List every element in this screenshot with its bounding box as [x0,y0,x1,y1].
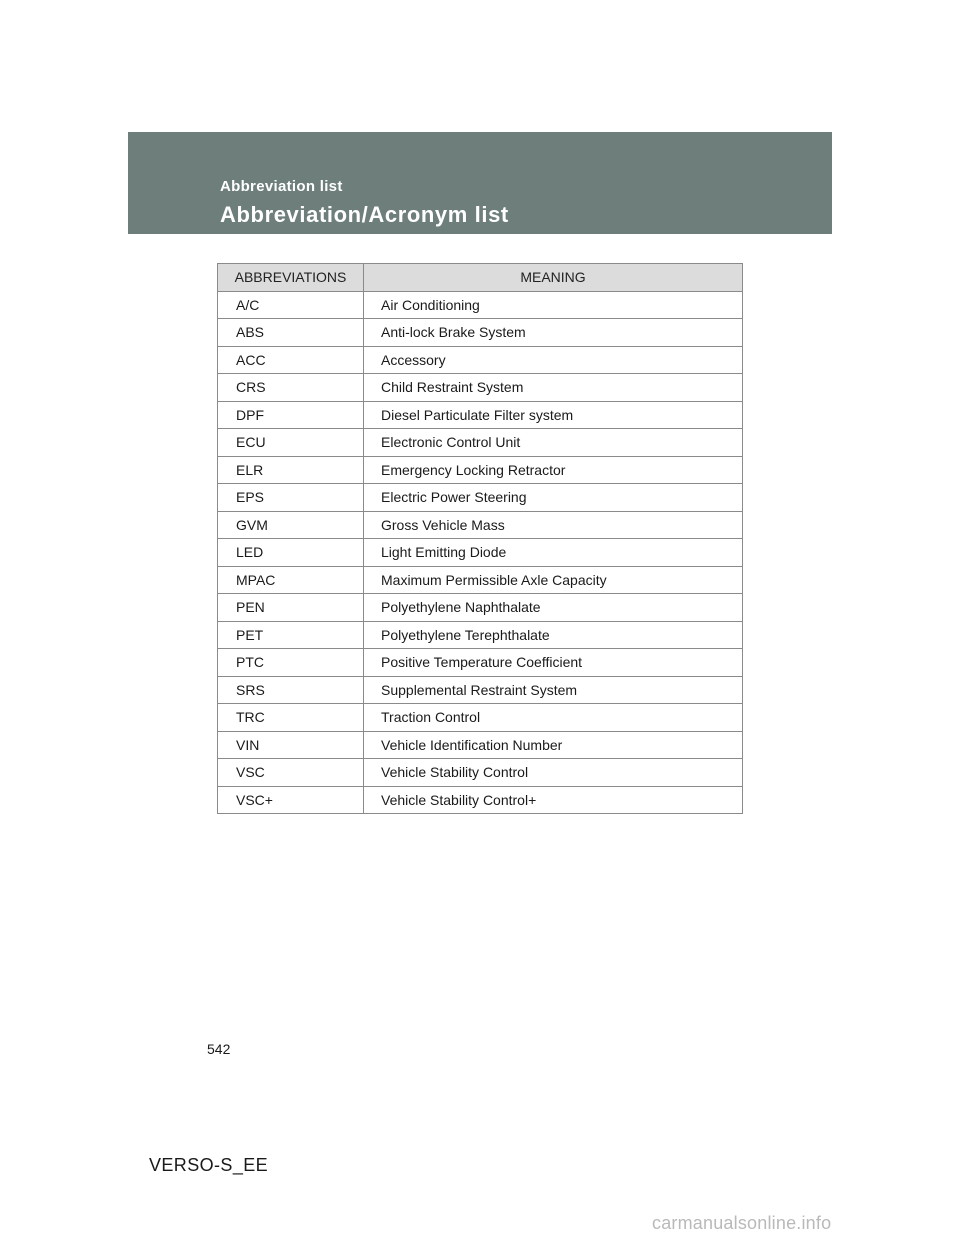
meaning-cell: Accessory [364,346,743,374]
abbreviation-cell: SRS [218,676,364,704]
meaning-cell: Vehicle Stability Control+ [364,786,743,814]
table-row [218,539,743,567]
meaning-cell: Gross Vehicle Mass [364,511,743,539]
abbreviation-cell: ACC [218,346,364,374]
table-row [218,786,743,814]
table-row [218,731,743,759]
table-row [218,319,743,347]
abbreviation-cell: EPS [218,484,364,512]
meaning-cell: Light Emitting Diode [364,539,743,567]
abbreviation-cell: PET [218,621,364,649]
table-row [218,429,743,457]
meaning-cell: Air Conditioning [364,291,743,319]
model-code: VERSO-S_EE [149,1155,269,1175]
meaning-cell: Polyethylene Terephthalate [364,621,743,649]
table-row [218,649,743,677]
table-row [218,401,743,429]
table-row [218,759,743,787]
header-band [128,132,832,234]
meaning-cell: Polyethylene Naphthalate [364,594,743,622]
abbreviation-cell: PTC [218,649,364,677]
watermark: carmanualsonline.info [652,1213,832,1233]
abbreviation-cell: TRC [218,704,364,732]
page-number: 542 [207,1041,231,1057]
abbreviation-cell: A/C [218,291,364,319]
meaning-cell: Positive Temperature Coefficient [364,649,743,677]
meaning-cell: Traction Control [364,704,743,732]
column-header-abbreviations: ABBREVIATIONS [218,264,364,292]
abbreviation-cell: ECU [218,429,364,457]
column-header-meaning: MEANING [364,264,743,292]
abbreviation-cell: VSC [218,759,364,787]
table-row [218,511,743,539]
abbreviation-cell: ABS [218,319,364,347]
meaning-cell: Child Restraint System [364,374,743,402]
meaning-cell: Anti-lock Brake System [364,319,743,347]
meaning-cell: Emergency Locking Retractor [364,456,743,484]
abbreviation-cell: DPF [218,401,364,429]
abbreviation-cell: VSC+ [218,786,364,814]
section-label: Abbreviation list [220,178,343,195]
meaning-cell: Vehicle Identification Number [364,731,743,759]
abbreviation-table [217,263,743,814]
table-row [218,456,743,484]
meaning-cell: Electronic Control Unit [364,429,743,457]
table-row [218,621,743,649]
abbreviation-cell: MPAC [218,566,364,594]
meaning-cell: Electric Power Steering [364,484,743,512]
table-row [218,566,743,594]
abbreviation-cell: LED [218,539,364,567]
meaning-cell: Diesel Particulate Filter system [364,401,743,429]
meaning-cell: Vehicle Stability Control [364,759,743,787]
abbreviation-cell: VIN [218,731,364,759]
table-row [218,704,743,732]
table-row [218,374,743,402]
abbreviation-cell: GVM [218,511,364,539]
abbreviation-cell: PEN [218,594,364,622]
table-row [218,346,743,374]
abbreviation-cell: CRS [218,374,364,402]
meaning-cell: Supplemental Restraint System [364,676,743,704]
meaning-cell: Maximum Permissible Axle Capacity [364,566,743,594]
table-row [218,484,743,512]
page-title: Abbreviation/Acronym list [220,202,509,227]
abbreviation-cell: ELR [218,456,364,484]
table-row [218,594,743,622]
table-row [218,291,743,319]
table-row [218,676,743,704]
table-header-row [218,264,743,292]
